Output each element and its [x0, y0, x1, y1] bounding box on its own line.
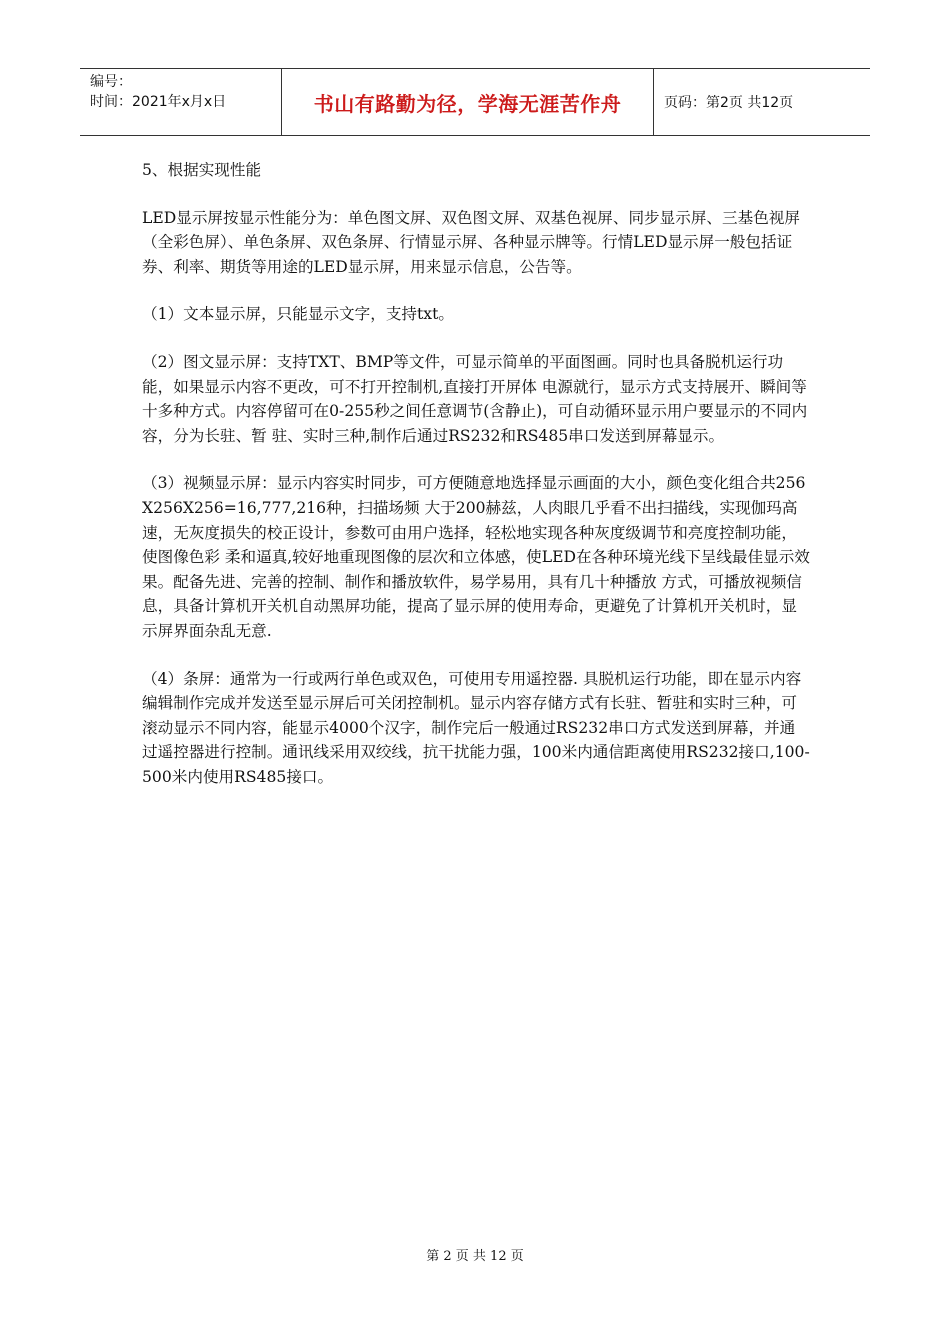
header-meta — [80, 69, 282, 135]
date-label: 时间：2021年x月x日 — [90, 94, 227, 110]
header-motto: 书山有路勤为径，学海无涯苦作舟 — [282, 69, 654, 135]
paragraph-text-display: （1）文本显示屏，只能显示文字，支持txt。 — [142, 305, 454, 324]
paragraph-intro: LED显示屏按显示性能分为：单色图文屏、双色图文屏、双基色视屏、同步显示屏、三基色视屏（全彩色屏）、单色条屏、双色条屏、行情显示屏、各种显示牌等。行情LED显示屏一般包括证券、利率、期货等用途的LED显示屏，用来显示信息，公告等。 — [142, 208, 800, 276]
page-footer: 第 2 页 共 12 页 — [426, 1249, 524, 1264]
paragraph-video-display: （3）视频显示屏：显示内容实时同步，可方便随意地选择显示画面的大小，颜色变化组合共256X256X256=16,777,216种，扫描场频 大于200赫兹，人肉眼几乎看不出扫描线，实现伽玛高速，无灰度损失的校正设计，参数可由用户选择，轻松地实现各种灰度级调节和亮度控制功能，使图像色彩 柔和逼真,较好地重现图像的层次和立体感，使LED在各种环境光线下呈线最佳显示效果。配备先进、完善的控制、制作和播放软件，易学易用，具有几十种播放 方式，可播放视频信息，具备计算机开关机自动黑屏功能，提高了显示屏的使用寿命，更避免了计算机开关机时，显示屏界面杂乱无意. — [142, 474, 810, 640]
page-header — [80, 68, 870, 136]
paragraph-strip-display: （4）条屏：通常为一行或两行单色或双色，可使用专用遥控器. 具脱机运行功能，即在显示内容编辑制作完成并发送至显示屏后可关闭控制机。显示内容存储方式有长驻、暂驻和实时三种，可滚动显示不同内容，能显示4000个汉字，制作完后一般通过RS232串口方式发送到屏幕，并通过遥控器进行控制。通讯线采用双绞线，抗干扰能力强，100米内通信距离使用RS232接口,100-500米内使用RS485接口。 — [142, 669, 810, 786]
section-heading: 5、根据实现性能 — [142, 161, 262, 179]
document-body — [142, 158, 810, 812]
header-page-info: 页码：第2页 共12页 — [664, 95, 794, 111]
paragraph-graphic-display: （2）图文显示屏：支持TXT、BMP等文件，可显示简单的平面图画。同时也具备脱机运行功能，如果显示内容不更改，可不打开控制机,直接打开屏体 电源就行，显示方式支持展开、瞬间等十多种方式。内容停留可在0-255秒之间任意调节(含静止)，可自动循环显示用户要显示的不同内容，分为长驻、暂 驻、实时三种,制作后通过RS232和RS485串口发送到屏幕显示。 — [142, 352, 808, 445]
serial-number-label: 编号： — [90, 74, 132, 90]
